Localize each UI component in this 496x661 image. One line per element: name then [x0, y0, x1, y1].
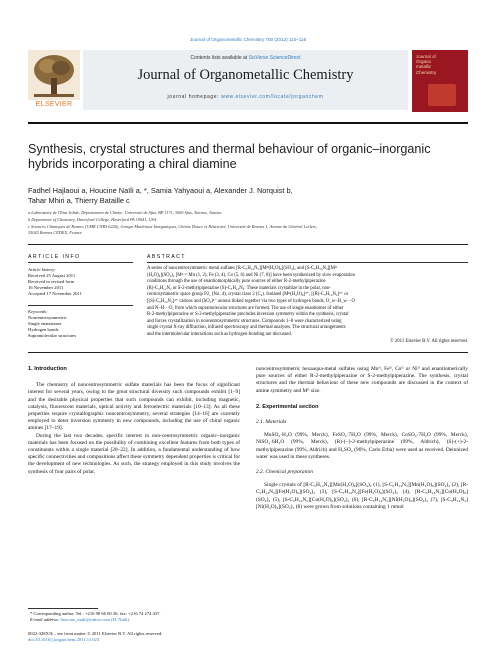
subsection-heading-materials: 2.1. Materials	[256, 419, 287, 426]
right-paragraph-1: noncentrosymmetric hexaaqua-metal sulfates using Mnᴵᴵ, Feᴵᴵ, Coᴵᴵ or Niᴵᴵ and enantiomerically pure sources of either R-2-methylpiperazine or S-2-methylpiperazine. The synthesis, crystal structures and the thermal behaviour of these new compounds are discussed in the context of amine symmetry and Mᴵᴵ size.	[256, 366, 468, 394]
publisher-name: ELSEVIER	[35, 101, 73, 108]
homepage-line	[83, 94, 408, 100]
abstract-line: and the intermolecular interactions such as hydrogen-bonding are discussed.	[147, 331, 292, 337]
keywords-block	[28, 309, 133, 339]
abstract-line: R-2-methylpiperazine or S-2-methylpiperazine precludes inversion symmetry within the synthesis, crystal	[147, 312, 349, 318]
email-label: E-mail address:	[30, 617, 61, 623]
left-column	[28, 366, 240, 476]
intro-paragraph-1: The chemistry of noncentrosymmetric sulfate materials has been the focus of significant interest for several years, owing to the great structural diversity such compounds exhibit [1–9] and the desirable physical properties that such compounds can exhibit, including magnetic, catalysis, fluorescent materials, optical activity and ferroelectric materials [10–13]. As all these properties require crystallographic noncentrosymmetry, several strategies [14–16] are currently employed to deter inversion symmetry in new compounds, including the use of chiral organic amines [17–19].	[28, 382, 240, 432]
abstract-line: centrosymmetric space group P2₁ (No. 4), crystal class 2 (C₂). Isolated [Mᴵᴵ(H₂O)₆]²⁺, [(R)-C₅H₁₄N₂]²⁺ or	[147, 292, 349, 298]
affiliation-a: a Laboratoire de l'Etat Solide, Département de Chimie, Université de Sfax, BP 1171, 3000 Sfax, Tunisia, Tunisia	[28, 210, 222, 215]
abstract-line: A series of noncentrosymmetric metal sulfates [R-C₅H₁₄N₂][Mᴵᴵ(H₂O)₆](SO₄)₂ and [S-C₅H₁₄N₂][Mᴵᴵ	[147, 266, 337, 271]
issn-line: 0022-328X/$ – see front matter © 2011 Elsevier B.V. All rights reserved.	[28, 631, 163, 636]
abstract-line: [(S)-C₅H₁₄N₂]²⁺ cations and (SO₄)²⁻ anions linked together via two types of hydrogen bonds, O_w–H_w···O	[147, 298, 355, 304]
keyword: Supramolecular structures	[28, 333, 77, 339]
keywords-rule	[28, 305, 133, 306]
right-column	[256, 366, 468, 511]
article-info-heading: ARTICLE INFO	[28, 254, 81, 260]
footnote-rule	[28, 608, 98, 609]
abstract-line: (H₂O)₆](SO₄)₂ [Mᴵᴵ = Mn (1, 2), Fe (3, 4), Co (5, 6) and Ni (7, 8)] have been synthesized by slow evaporation	[147, 272, 355, 278]
keyword: Noncentrosymmetric	[28, 315, 67, 321]
author-list	[28, 186, 468, 206]
history-received: Received 25 August 2011	[28, 273, 76, 279]
authors-line-2[interactable]: Tahar Mhiri a, Thierry Bataille c	[28, 196, 130, 205]
sciencedirect-link[interactable]: SciVerse ScienceDirect	[248, 55, 301, 61]
keywords-label: Keywords:	[28, 309, 48, 314]
affiliation-b: b Department of Chemistry, Haverford College, Haverford PA 19041, USA	[28, 217, 157, 222]
cover-title: Journal of Organo metallic Chemistry	[416, 54, 437, 75]
abstract-line: single crystal X-ray diffraction, infrared spectroscopy and thermal analyses. The structural arrangements	[147, 325, 346, 331]
homepage-link[interactable]: www.elsevier.com/locate/jorganchem	[221, 94, 324, 100]
cover-graphic	[428, 84, 456, 106]
journal-cover-thumbnail[interactable]	[412, 50, 468, 112]
journal-header	[28, 50, 468, 117]
abstract-line: conditions through the use of enantiomorphically pure sources of either R-2-methylpiperazine	[147, 279, 326, 285]
keyword: Single enantiomer	[28, 321, 62, 327]
section-heading-experimental: 2. Experimental section	[256, 403, 319, 410]
copyright: © 2011 Elsevier B.V. All rights reserved.	[390, 338, 468, 344]
authors-line-1[interactable]: Fadhel Hajlaoui a, Houcine Naïli a, *, Samia Yahyaoui a, Alexander J. Norquist b,	[28, 186, 293, 195]
email-line	[30, 617, 250, 623]
doi-link[interactable]: doi:10.1016/j.jorganchem.2011.11.023	[28, 637, 100, 643]
history-revised-date: 16 November 2011	[28, 285, 64, 291]
affiliation-c: c Sciences Chimiques de Rennes (UMR CNRS 6226), Groupe Matériaux Inorganiques, Chimie Douce et Réactivité, Université de Rennes 1, Avenue du Général Leclerc,	[28, 224, 318, 229]
abstract-text	[147, 266, 468, 345]
intro-paragraph-2: During the last two decades, specific interest in non-centrosymmetric organic–inorganic materials has been focused on the possibility of combining excellent features from both types of constituents within a single material [20–22]. In addition, a fundamental understanding of how specific connectivities and compositions affect these symmetry dependent properties is critical for the development of new technologies. As such, the strategy employed in this study involves the synthesis of four pairs of polar,	[28, 432, 240, 475]
journal-reference[interactable]: Journal of Organometallic Chemistry 700 (2012) 110–116	[189, 37, 307, 42]
header-rule	[28, 122, 468, 124]
affiliation-rule	[28, 244, 468, 245]
contents-line	[83, 55, 408, 61]
history-accepted: Accepted 17 November 2011	[28, 291, 82, 297]
elsevier-logo[interactable]	[28, 50, 80, 110]
abstract-end-rule	[28, 352, 468, 353]
abstract-line: (R)-C₅H₁₂N₂ or S-2-methylpiperazine (S)-C₅H₁₂N₂. These materials crystallize in the polar, non-	[147, 285, 331, 291]
article-history	[28, 267, 133, 297]
issn-block	[28, 631, 288, 643]
abstract-rule	[147, 262, 468, 263]
affiliation-c-cont: 35042 Rennes CEDEX, France	[28, 230, 82, 235]
email-link[interactable]: houcine_naili@yahoo.com (H. Naïli).	[60, 617, 131, 623]
contents-prefix: Contents lists available at	[190, 55, 249, 61]
keyword: Hydrogen bonds	[28, 327, 59, 333]
header-banner	[83, 50, 408, 110]
subsection-heading-preparation: 2.2. Chemical preparation	[256, 469, 313, 476]
footnote	[30, 611, 250, 623]
materials-paragraph: MnSO₄·H₂O (99%, Merck), FeSO₄·7H₂O (99%, Merck), CoSO₄·7H₂O (99%, Merck), NiSO₄·6H₂O (99%, Merck), (R)-(−)-2-methylpiperazine (99%, Aldrich), (S)-(+)-2-methylpiperazine (99%, Aldrich) and H₂SO₄ (96%, Carlo Erba) were used as received. Deionized water was used in these syntheses.	[256, 432, 468, 460]
history-revised-label: Received in revised form	[28, 279, 75, 285]
abstract-heading: ABSTRACT	[147, 254, 186, 260]
preparation-paragraph: Single crystals of [R-C₅H₁₄N₂][Mn(H₂O)₆](SO₄)₂ (1), [S-C₅H₁₄N₂][Mn(H₂O)₆](SO₄)₂ (2), [R-C₅H₁₄N₂][Fe(H₂O)₆](SO₄)₂ (3), [S-C₅H₁₄N₂][Fe(H₂O)₆](SO₄)₂ (4), [R-C₅H₁₄N₂][Co(H₂O)₆](SO₄)₂ (5), [S-C₅H₁₄N₂][Co(H₂O)₆](SO₄)₂ (6), [R-C₅H₁₄N₂][Ni(H₂O)₆](SO₄)₂ (7), [S-C₅H₁₄N₂][Ni(H₂O)₆](SO₄)₂ (8) were grown from solutions containing 1 mmol	[256, 482, 468, 510]
article-info-rule	[28, 262, 133, 263]
homepage-prefix: journal homepage:	[167, 94, 222, 100]
abstract-line: and forces crystallization in noncentrosymmetric structures. Compounds 1–8 were characterized using	[147, 318, 342, 324]
journal-title: Journal of Organometallic Chemistry	[137, 67, 354, 83]
history-label: Article history:	[28, 267, 56, 272]
article-title: Synthesis, crystal structures and thermal behaviour of organic–inorganic hybrids incorporating a chiral diamine	[28, 142, 431, 171]
section-heading-introduction: 1. Introduction	[28, 366, 67, 372]
abstract-line: and N–H···O, from which supramolecular structures are formed. The use of single enantiomer of either	[147, 305, 344, 311]
corresponding-author-note: * Corresponding author. Tel.: +216 98 66 00 26; fax: +216 74 274 437.	[30, 611, 161, 616]
